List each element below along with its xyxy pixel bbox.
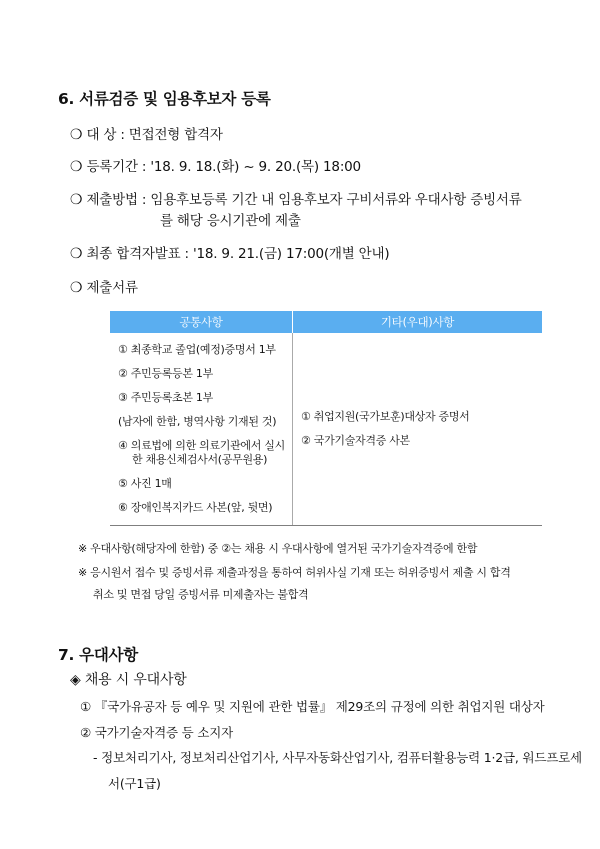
note-1: ※ 우대사항(해당자에 한함) 중 ②는 채용 시 우대사항에 열거된 국가기술자격증에 한함: [78, 542, 478, 555]
preference-item-2: ② 국가기술자격증 등 소지자: [80, 725, 233, 740]
preference-detail: - 정보처리기사, 정보처리산업기사, 사무자동화산업기사, 컴퓨터활용능력 1·2급, 워드프로세: [93, 750, 582, 765]
note-2: ※ 응시원서 접수 및 증빙서류 제출과정을 통하여 허위사실 기재 또는 허위증빙서 제출 시 합격: [78, 566, 511, 579]
preference-detail-cont: 서(구1급): [108, 776, 161, 791]
preference-subheading: 채용 시 우대사항: [84, 672, 187, 688]
note-2-cont: 취소 및 면접 당일 증빙서류 미제출자는 불합격: [93, 588, 309, 601]
section-6-heading: 6. 서류검증 및 임용후보자 등록: [58, 90, 271, 108]
section-7-heading: 7. 우대사항: [58, 646, 138, 664]
preference-subheading-row: [70, 669, 187, 689]
other-docs-cell: [293, 333, 543, 526]
diamond-bullet-icon: ◈: [70, 672, 81, 688]
method-text: 제출방법 : 임용후보등록 기간 내 임용후보자 구비서류와 우대사항 증빙서류: [86, 192, 522, 208]
common-doc-item: ⑤ 사진 1매: [118, 477, 172, 490]
docs-text: 제출서류: [86, 280, 138, 296]
common-doc-item: ③ 주민등록초본 1부: [118, 391, 213, 404]
period-row: [70, 155, 361, 175]
docs-row: [70, 276, 138, 296]
circle-bullet-icon: ❍: [70, 280, 83, 296]
circle-bullet-icon: ❍: [70, 127, 83, 143]
method-text-cont: 를 해당 응시기관에 제출: [160, 213, 301, 229]
circle-bullet-icon: ❍: [70, 246, 83, 262]
other-doc-item: ② 국가기술자격증 사본: [301, 434, 410, 447]
common-doc-item: ⑥ 장애인복지카드 사본(앞, 뒷면): [118, 501, 273, 514]
common-doc-item: ④ 의료법에 의한 의료기관에서 실시한 채용신체검사서(공무원용): [118, 439, 285, 466]
header-common: 공통사항: [110, 311, 293, 333]
target-row: [70, 123, 223, 143]
circle-bullet-icon: ❍: [70, 192, 83, 208]
common-doc-item: ② 주민등록등본 1부: [118, 367, 213, 380]
header-other: 기타(우대)사항: [293, 311, 543, 333]
method-row: [70, 188, 522, 208]
target-text: 대 상 : 면접전형 합격자: [86, 127, 223, 143]
final-result-text: 최종 합격자발표 : '18. 9. 21.(금) 17:00(개별 안내): [86, 246, 390, 262]
period-text: 등록기간 : '18. 9. 18.(화) ~ 9. 20.(목) 18:00: [86, 159, 361, 175]
other-doc-item: ① 취업지원(국가보훈)대상자 증명서: [301, 410, 470, 423]
common-docs-cell: [110, 333, 293, 526]
common-doc-note: (남자에 한함, 병역사항 기재된 것): [118, 415, 277, 428]
circle-bullet-icon: ❍: [70, 159, 83, 175]
preference-item-1: ① 『국가유공자 등 예우 및 지원에 관한 법률』 제29조의 규정에 의한 취업지원 대상자: [80, 699, 545, 714]
documents-table: [110, 311, 542, 526]
final-result-row: [70, 242, 389, 262]
common-doc-item: ① 최종학교 졸업(예정)증명서 1부: [118, 343, 276, 356]
